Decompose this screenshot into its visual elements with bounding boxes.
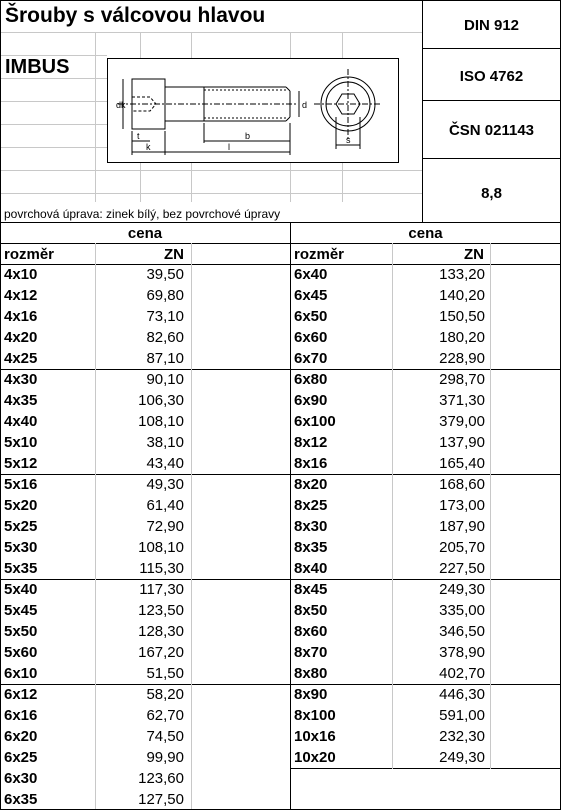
size-cell: 5x20: [4, 497, 38, 514]
size-cell: 6x16: [4, 707, 38, 724]
price-cell: 227,50: [439, 560, 485, 577]
table-row: [0, 390, 290, 411]
table-row: [0, 600, 290, 621]
size-cell: 6x100: [294, 413, 336, 430]
size-cell: 6x25: [4, 749, 38, 766]
price-cell: 137,90: [439, 434, 485, 451]
size-cell: 6x30: [4, 770, 38, 787]
label-l: l: [228, 142, 230, 152]
screw-head: [132, 79, 165, 129]
table-row: [290, 285, 561, 306]
size-cell: 8x16: [294, 455, 328, 472]
size-cell: 8x80: [294, 665, 328, 682]
price-cell: 49,30: [146, 476, 184, 493]
size-cell: 8x50: [294, 602, 328, 619]
size-cell: 5x30: [4, 539, 38, 556]
surface-note: povrchová úprava: zinek bílý, bez povrchové úpravy: [4, 207, 281, 221]
price-cell: 167,20: [138, 644, 184, 661]
price-cell: 108,10: [138, 413, 184, 430]
size-cell: 6x12: [4, 686, 38, 703]
size-cell: 5x16: [4, 476, 38, 493]
table-row: [290, 684, 561, 705]
table-row: [290, 327, 561, 348]
price-cell: 123,60: [138, 770, 184, 787]
price-cell: 150,50: [439, 308, 485, 325]
screw-dimension-diagram: [108, 59, 398, 162]
price-cell: 99,90: [146, 749, 184, 766]
table-row: [290, 621, 561, 642]
price-cell: 43,40: [146, 455, 184, 472]
label-dk: dk: [116, 100, 126, 110]
table-row: [0, 453, 290, 474]
size-cell: 6x20: [4, 728, 38, 745]
price-cell: 87,10: [146, 350, 184, 367]
price-cell: 140,20: [439, 287, 485, 304]
size-cell: 8x25: [294, 497, 328, 514]
size-cell: 6x90: [294, 392, 328, 409]
table-row: [0, 768, 290, 789]
price-cell: 133,20: [439, 266, 485, 283]
label-t: t: [137, 131, 140, 141]
size-cell: 8x45: [294, 581, 328, 598]
table-row: [290, 369, 561, 390]
table-row: [290, 453, 561, 474]
size-cell: 5x45: [4, 602, 38, 619]
table-row: [0, 537, 290, 558]
table-row: [0, 369, 290, 390]
price-cell: 61,40: [146, 497, 184, 514]
price-cell: 128,30: [138, 623, 184, 640]
size-cell: 5x10: [4, 434, 38, 451]
price-cell: 446,30: [439, 686, 485, 703]
price-header-left: cena: [127, 225, 163, 242]
size-cell: 6x40: [294, 266, 328, 283]
label-s: s: [346, 135, 351, 145]
table-row: [290, 537, 561, 558]
table-row: [0, 327, 290, 348]
table-row: [0, 306, 290, 327]
size-cell: 4x30: [4, 371, 38, 388]
price-cell: 108,10: [138, 539, 184, 556]
table-row: [0, 558, 290, 579]
table-row: [290, 600, 561, 621]
table-row: [0, 747, 290, 768]
table-row: [0, 789, 290, 810]
price-cell: 62,70: [146, 707, 184, 724]
price-cell: 51,50: [146, 665, 184, 682]
price-cell: 38,10: [146, 434, 184, 451]
size-cell: 6x35: [4, 791, 38, 808]
table-row: [0, 684, 290, 705]
table-row: [0, 348, 290, 369]
price-cell: 73,10: [146, 308, 184, 325]
table-row: [0, 411, 290, 432]
price-cell: 371,30: [439, 392, 485, 409]
table-row: [290, 390, 561, 411]
table-row: [0, 495, 290, 516]
label-b: b: [245, 131, 251, 141]
standard-csn: ČSN 021143: [448, 122, 535, 139]
table-row: [0, 285, 290, 306]
price-cell: 249,30: [439, 749, 485, 766]
price-cell: 168,60: [439, 476, 485, 493]
table-row: [290, 432, 561, 453]
size-header-left: rozměr: [4, 246, 55, 263]
size-cell: 5x12: [4, 455, 38, 472]
size-cell: 4x40: [4, 413, 38, 430]
standard-iso: ISO 4762: [459, 68, 524, 85]
size-cell: 8x100: [294, 707, 336, 724]
price-cell: 82,60: [146, 329, 184, 346]
size-cell: 6x80: [294, 371, 328, 388]
price-cell: 205,70: [439, 539, 485, 556]
table-row: [290, 348, 561, 369]
table-row: [0, 264, 290, 285]
page-title: Šrouby s válcovou hlavou: [5, 4, 266, 27]
price-cell: 173,00: [439, 497, 485, 514]
size-cell: 5x25: [4, 518, 38, 535]
table-row: [0, 432, 290, 453]
price-cell: 74,50: [146, 728, 184, 745]
size-cell: 8x30: [294, 518, 328, 535]
size-cell: 6x70: [294, 350, 328, 367]
strength-class: 8,8: [481, 185, 502, 202]
thread-chamfer-bottom: [286, 117, 290, 121]
label-d: d: [302, 100, 308, 110]
price-cell: 39,50: [146, 266, 184, 283]
screw-drawing: [107, 58, 399, 163]
price-cell: 402,70: [439, 665, 485, 682]
table-row: [290, 558, 561, 579]
table-row: [290, 705, 561, 726]
size-cell: 5x35: [4, 560, 38, 577]
size-cell: 4x35: [4, 392, 38, 409]
price-cell: 335,00: [439, 602, 485, 619]
price-cell: 591,00: [439, 707, 485, 724]
size-cell: 6x45: [294, 287, 328, 304]
size-cell: 5x60: [4, 644, 38, 661]
label-k: k: [146, 142, 151, 152]
size-cell: 8x70: [294, 644, 328, 661]
size-cell: 4x10: [4, 266, 38, 283]
price-cell: 379,00: [439, 413, 485, 430]
product-subtitle: IMBUS: [5, 56, 70, 78]
price-cell: 123,50: [138, 602, 184, 619]
table-row: [290, 747, 561, 768]
table-row: [0, 726, 290, 747]
table-row: [290, 579, 561, 600]
currency-header-right: ZN: [464, 246, 484, 263]
price-cell: 180,20: [439, 329, 485, 346]
table-row: [290, 642, 561, 663]
standard-din: DIN 912: [463, 17, 520, 34]
size-cell: 6x60: [294, 329, 328, 346]
price-cell: 378,90: [439, 644, 485, 661]
price-cell: 117,30: [139, 581, 184, 598]
table-row: [0, 621, 290, 642]
table-row: [290, 411, 561, 432]
size-cell: 8x40: [294, 560, 328, 577]
size-cell: 4x12: [4, 287, 38, 304]
price-cell: 72,90: [146, 518, 184, 535]
size-cell: 8x20: [294, 476, 328, 493]
size-cell: 10x20: [294, 749, 336, 766]
price-cell: 346,50: [439, 623, 485, 640]
table-row: [290, 726, 561, 747]
price-cell: 187,90: [439, 518, 485, 535]
table-row: [290, 474, 561, 495]
table-row: [0, 642, 290, 663]
size-cell: 5x40: [4, 581, 38, 598]
table-row: [290, 306, 561, 327]
table-row: [290, 516, 561, 537]
size-cell: 8x60: [294, 623, 328, 640]
table-row: [290, 663, 561, 684]
price-cell: 106,30: [138, 392, 184, 409]
size-cell: 4x16: [4, 308, 38, 325]
price-cell: 69,80: [146, 287, 184, 304]
size-header-right: rozměr: [294, 246, 345, 263]
table-row: [0, 663, 290, 684]
price-cell: 58,20: [146, 686, 184, 703]
price-header-right: cena: [408, 225, 443, 242]
table-row: [0, 579, 290, 600]
size-cell: 4x25: [4, 350, 38, 367]
price-cell: 249,30: [439, 581, 485, 598]
table-row: [290, 495, 561, 516]
currency-header-left: ZN: [164, 246, 184, 263]
price-cell: 165,40: [439, 455, 485, 472]
size-cell: 6x10: [4, 665, 38, 682]
table-row: [0, 474, 290, 495]
price-cell: 228,90: [439, 350, 485, 367]
price-cell: 90,10: [146, 371, 184, 388]
price-cell: 232,30: [439, 728, 485, 745]
thread-chamfer-top: [286, 87, 290, 91]
size-cell: 8x90: [294, 686, 328, 703]
size-cell: 5x50: [4, 623, 38, 640]
size-cell: 6x50: [294, 308, 328, 325]
size-cell: 8x12: [294, 434, 328, 451]
price-cell: 115,30: [139, 560, 184, 577]
table-row: [0, 705, 290, 726]
price-cell: 298,70: [439, 371, 485, 388]
table-row: [290, 264, 561, 285]
size-cell: 10x16: [294, 728, 336, 745]
table-row: [0, 516, 290, 537]
size-cell: 4x20: [4, 329, 38, 346]
size-cell: 8x35: [294, 539, 328, 556]
price-cell: 127,50: [138, 791, 184, 808]
